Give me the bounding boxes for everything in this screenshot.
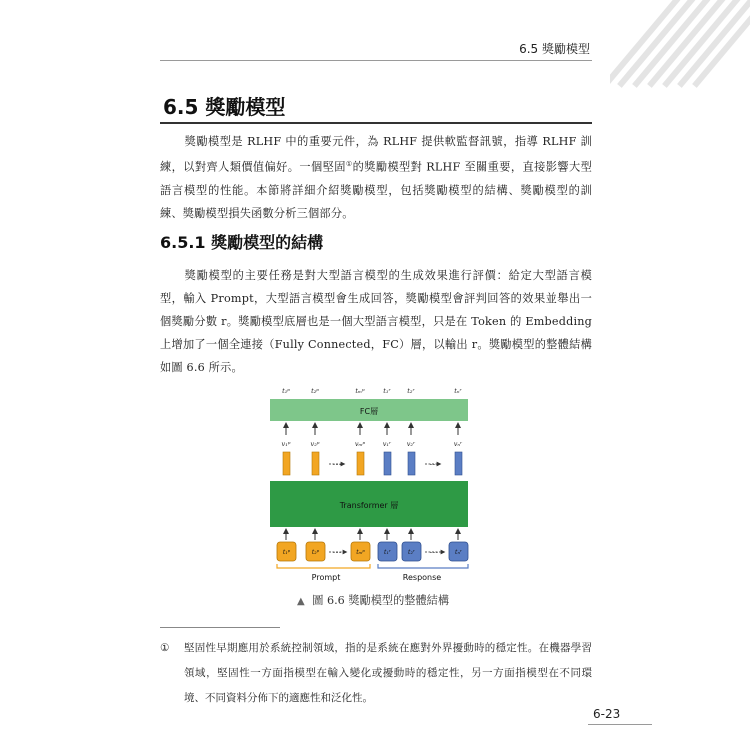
vec-label-5: v₂ʳ [406, 440, 416, 448]
top-label-2: t₂ᵖ [311, 387, 319, 395]
section-title: 6.5 獎勵模型 [163, 95, 286, 119]
vec-label-3: vₘᵖ [354, 440, 366, 448]
intro-text-part2: 的獎勵模型對 RLHF 至關重要，直接影響大型語言模型的性能。本節將詳細介紹獎勵模型，包括獎勵模型的結構、獎勵模型的訓練、獎勵模型損失函數分析三個部分。 [160, 160, 592, 220]
corner-decoration [610, 0, 750, 90]
section-heading [160, 88, 592, 124]
top-label-6: tₙʳ [454, 387, 462, 395]
token-label-4: t₁ʳ [384, 549, 391, 556]
top-label-1: t₁ᵖ [282, 387, 290, 395]
token-label-5: t₂ʳ [408, 549, 415, 556]
structure-paragraph: 獎勵模型的主要任務是對大型語言模型的生成效果進行評價：給定大型語言模型，輸入 Prompt，大型語言模型會生成回答，獎勵模型會評判回答的效果並舉出一個獎勵分數 r。獎勵模型底層也是一個大型語言模型，只是在 Token 的 Embedding 上增加了一個全連接（Fully Connected，FC）層，以輸出 r。獎勵模型的整體結構如圖 6.6 所示。 [160, 269, 592, 374]
prompt-vector-2 [312, 452, 319, 475]
top-label-3: tₘᵖ [355, 387, 365, 395]
token-ellipsis-response: ⋯ [429, 548, 439, 558]
reward-model-diagram [270, 380, 480, 590]
fc-layer-label: FC層 [359, 407, 379, 416]
footnote-text: 堅固性早期應用於系統控制領域，指的是系統在應對外界擾動時的穩定性。在機器學習領域，堅固性一方面指模型在輸入變化或擾動時的穩定性，另一方面指模型在不同環境、不同資料分佈下的適應性和泛化性。 [184, 642, 592, 704]
vec-label-6: vₙʳ [453, 440, 463, 448]
footnote-divider [160, 627, 280, 628]
caption-text: 圖 6.6 獎勵模型的整體結構 [312, 594, 450, 607]
prompt-vector-m [357, 452, 364, 475]
response-brace [378, 564, 468, 568]
vector-ellipsis-prompt: ⋯ [332, 460, 342, 470]
prompt-label: Prompt [311, 573, 341, 582]
top-label-4: t₁ʳ [383, 387, 391, 395]
prompt-vector-1 [283, 452, 290, 475]
footnote [160, 636, 592, 711]
page-number: 6-23 [593, 707, 621, 721]
vec-label-2: v₂ᵖ [310, 440, 320, 448]
token-label-2: t₂ᵖ [311, 549, 320, 556]
footnote-reference[interactable]: ① [345, 160, 353, 168]
token-label-6: tₙʳ [455, 549, 462, 556]
intro-paragraph [160, 130, 592, 225]
response-label: Response [402, 573, 442, 582]
transformer-layer-label: Transformer 層 [339, 501, 399, 510]
token-label-1: t₁ᵖ [282, 549, 291, 556]
response-vector-2 [408, 452, 415, 475]
page-number-rule [588, 724, 652, 725]
caption-marker: ▲ [297, 596, 305, 607]
top-label-5: t₂ʳ [407, 387, 415, 395]
running-header [160, 34, 592, 61]
intro-text-part1: 獎勵模型是 RLHF 中的重要元件，為 RLHF 提供軟監督訊號，指導 RLHF 訓練，以對齊人類價值偏好。一個堅固 [160, 135, 592, 174]
vec-label-4: v₁ʳ [382, 440, 392, 448]
prompt-brace [277, 564, 370, 568]
running-header-title: 6.5 獎勵模型 [519, 42, 590, 56]
subsection-title: 6.5.1 獎勵模型的結構 [160, 233, 324, 252]
vec-label-1: v₁ᵖ [281, 440, 291, 448]
token-ellipsis-prompt: ⋯ [332, 548, 342, 558]
response-vector-n [455, 452, 462, 475]
response-vector-1 [384, 452, 391, 475]
footnote-mark: ① [160, 642, 170, 654]
figure-caption [297, 592, 449, 608]
vector-ellipsis-response: ⋯ [429, 460, 439, 470]
token-label-3: tₘᵖ [356, 549, 365, 556]
